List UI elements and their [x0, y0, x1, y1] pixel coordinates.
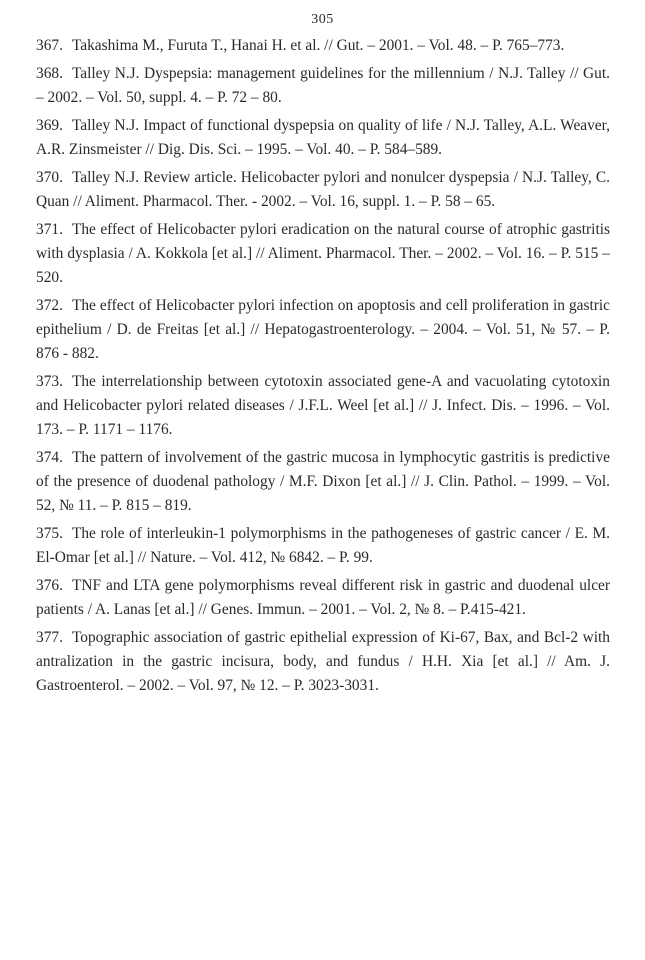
- reference-text: The interrelationship between cytotoxin associated gene-A and vacuolating cytotoxin and Helicobacter pylori related diseases / J.F.L. Weel [et al.] // J. Infect. Dis. – 1996. – Vol. 173. – P. 1171 – 1176.: [36, 373, 610, 438]
- reference-text: Topographic association of gastric epithelial expression of Ki-67, Bax, and Bcl-2 with antralization in the gastric incisura, body, and fundus / H.H. Xia [et al.] // Am. J. Gastroenterol. – 2002. – Vol. 97, № 12. – P. 3023-3031.: [36, 629, 610, 694]
- reference-item: [36, 626, 610, 698]
- reference-number: 375.: [36, 525, 63, 542]
- reference-number: 377.: [36, 629, 63, 646]
- reference-item: [36, 370, 610, 442]
- reference-text: TNF and LTA gene polymorphisms reveal different risk in gastric and duodenal ulcer patients / A. Lanas [et al.] // Genes. Immun. – 2001. – Vol. 2, № 8. – P.415-421.: [36, 577, 610, 618]
- reference-item: [36, 218, 610, 290]
- reference-text: Talley N.J. Dyspepsia: management guidelines for the millennium / N.J. Talley // Gut. – 2002. – Vol. 50, suppl. 4. – P. 72 – 80.: [36, 65, 610, 106]
- reference-number: 374.: [36, 449, 63, 466]
- reference-text: The pattern of involvement of the gastric mucosa in lymphocytic gastritis is predictive of the presence of duodenal pathology / M.F. Dixon [et al.] // J. Clin. Pathol. – 1999. – Vol. 52, № 11. – P. 815 – 819.: [36, 449, 610, 514]
- reference-number: 369.: [36, 117, 63, 134]
- reference-number: 367.: [36, 37, 63, 54]
- reference-number: 373.: [36, 373, 63, 390]
- reference-number: 371.: [36, 221, 63, 238]
- reference-text: Talley N.J. Review article. Helicobacter pylori and nonulcer dyspepsia / N.J. Talley, C. Quan // Aliment. Pharmacol. Ther. - 2002. – Vol. 16, suppl. 1. – P. 58 – 65.: [36, 169, 610, 210]
- reference-text: The role of interleukin-1 polymorphisms in the pathogeneses of gastric cancer / E. M. El-Omar [et al.] // Nature. – Vol. 412, № 6842. – P. 99.: [36, 525, 610, 566]
- reference-item: [36, 574, 610, 622]
- reference-text: Takashima M., Furuta T., Hanai H. et al. // Gut. – 2001. – Vol. 48. – P. 765–773.: [71, 37, 565, 54]
- reference-number: 372.: [36, 297, 63, 314]
- reference-number: 370.: [36, 169, 63, 186]
- reference-item: [36, 446, 610, 518]
- reference-item: [36, 114, 610, 162]
- reference-number: 368.: [36, 65, 63, 82]
- reference-text: The effect of Helicobacter pylori eradication on the natural course of atrophic gastritis with dysplasia / A. Kokkola [et al.] // Aliment. Pharmacol. Ther. – 2002. – Vol. 16. – P. 515 – 520.: [36, 221, 610, 286]
- reference-item: [36, 62, 610, 110]
- page-number: 305: [311, 12, 334, 27]
- reference-item: [36, 294, 610, 366]
- reference-item: [36, 522, 610, 570]
- reference-text: Talley N.J. Impact of functional dyspepsia on quality of life / N.J. Talley, A.L. Weaver, A.R. Zinsmeister // Dig. Dis. Sci. – 1995. – Vol. 40. – P. 584–589.: [36, 117, 610, 158]
- reference-item: [36, 166, 610, 214]
- reference-number: 376.: [36, 577, 63, 594]
- reference-text: The effect of Helicobacter pylori infection on apoptosis and cell proliferation in gastric epithelium / D. de Freitas [et al.] // Hepatogastroenterology. – 2004. – Vol. 51, № 57. – P. 876 - 882.: [36, 297, 610, 362]
- reference-item: [36, 34, 610, 58]
- reference-list: [36, 34, 610, 702]
